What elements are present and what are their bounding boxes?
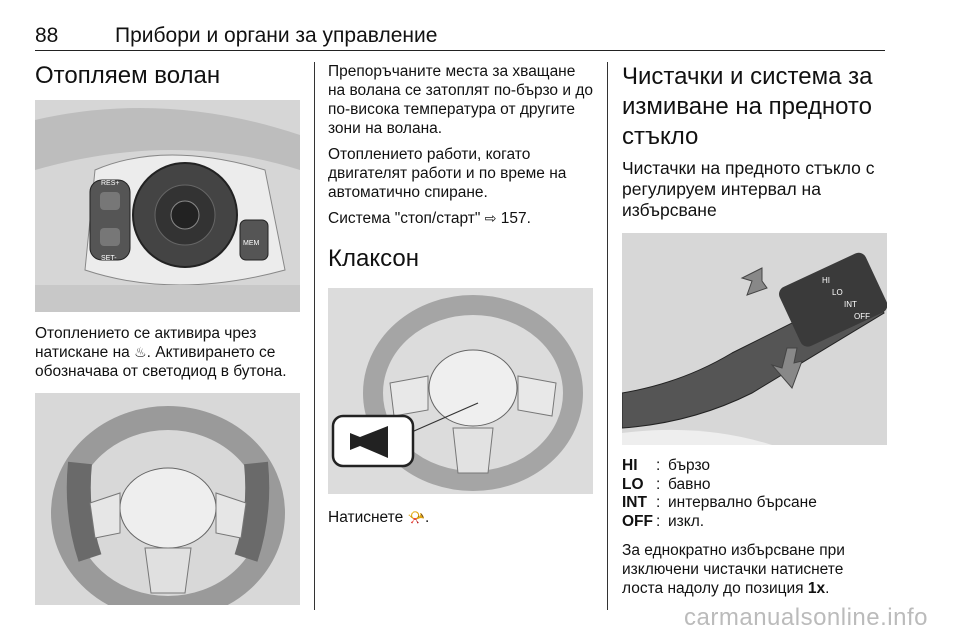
horn-wheel-illustration [328,288,593,494]
chapter-title: Прибори и органи за управление [115,24,438,47]
column-wipers [622,62,887,605]
res-button-label: RES+ [101,180,120,187]
list-item: INT : интервално бърсане [622,494,817,511]
figure-heated-wheel-button [35,100,300,312]
mem-button-label: MEM [243,240,260,247]
steering-wheel-illustration [35,393,300,605]
stalk-label-int: INT [844,300,857,309]
list-item: LO : бавно [622,475,711,493]
heated-steering-wheel-icon: ♨ [134,344,147,360]
position-key: LO [622,475,644,493]
horn-instruction-text: Натиснете [328,509,404,526]
figure-wiper-stalk [622,233,887,445]
stop-start-page: 157. [500,210,531,227]
position-key: OFF [622,512,653,530]
section-heading-wipers: Чистачки и система за измиване на предното стъкло [622,63,873,150]
figure-steering-wheel-zones [35,393,300,605]
column-divider [314,62,315,610]
page-reference-arrow: ⇨ [484,210,497,226]
column-heated-wheel [35,62,300,605]
wiper-positions-list [622,457,887,531]
position-key: HI [622,457,638,474]
wiper-stalk-illustration [622,233,887,445]
position-value: интервално бърсане [668,494,817,511]
stop-start-reference [328,209,593,228]
stalk-label-off: OFF [854,312,870,321]
heating-operation-paragraph: Отоплението работи, когато двигателят работи и по време на автоматично спиране. [328,146,567,201]
steering-wheel-buttons-illustration [35,100,300,312]
page-header [35,20,885,51]
set-button-label: SET- [101,255,117,262]
horn-instruction-end: . [424,509,430,526]
heated-wheel-text-a: Отоплението се активира чрез натискане на [35,325,257,361]
heated-wheel-paragraph [35,324,300,381]
list-item: OFF : изкл. [622,512,705,530]
position-value: бавно [668,475,711,493]
single-wipe-paragraph [622,541,887,598]
subsection-heading-wipers: Чистачки на предното стъкло с регулируем интервал на избърсване [622,158,875,220]
single-wipe-text: За еднократно избърсване при изключени чистачки натиснете лоста надолу до позиция [622,542,845,597]
column-horn [328,62,593,534]
stop-start-text: Система "стоп/старт" [328,210,481,227]
section-heading-horn: Клаксон [328,245,419,272]
stalk-label-hi: HI [822,276,830,285]
list-item: HI : бързо [622,457,711,474]
section-heading-heated-wheel: Отопляем волан [35,62,221,89]
grip-zones-paragraph: Препоръчаните места за хващане на волана се затоплят по-бързо и до по-висока температура от другите зони на волана. [328,63,593,137]
position-value: бързо [668,457,711,474]
figure-horn [328,288,593,494]
stalk-label-lo: LO [832,288,843,297]
horn-symbol-icon: 📯 [407,509,425,525]
position-key: INT [622,494,647,511]
column-divider [607,62,608,610]
page-number: 88 [35,24,59,47]
watermark: carmanualsonline.info [684,604,928,631]
horn-instruction [328,508,593,527]
single-wipe-position: 1x [807,580,826,597]
heated-wheel-text-b: . Активирането се обозначава от светодиод в бутона. [35,344,287,380]
single-wipe-end: . [825,580,830,597]
position-value: изкл. [668,512,705,530]
